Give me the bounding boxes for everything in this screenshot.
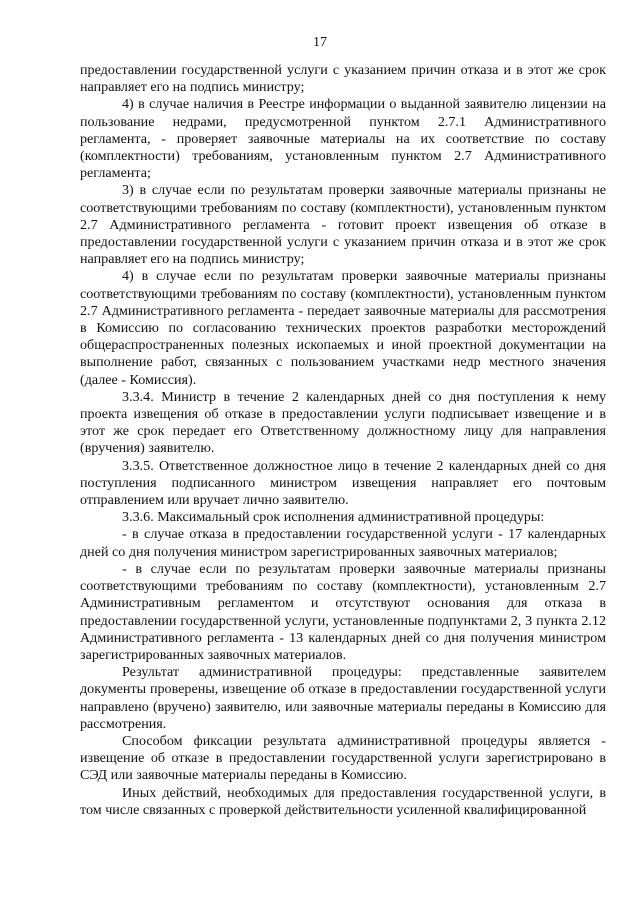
paragraph-result-fixation: Способом фиксации результата административной процедуры является - извещение об отказе в предоставлении государственной услуги зарегистрировано в СЭД или заявочные материалы переданы в Комиссию. [80, 732, 606, 784]
paragraph-3-3-4: 3.3.4. Министр в течение 2 календарных дней со дня поступления к нему проекта извещения об отказе в предоставлении услуги подписывает извещение и в этот же срок передает его Ответственному должностному лицу для направления (вручения) заявителю. [80, 388, 606, 457]
paragraph-procedure-result: Результат административной процедуры: представленные заявителем документы проверены, извещение об отказе в предоставлении государственной услуги направлено (вручено) заявителю, или заявочные материалы переданы в Комиссию для рассмотрения. [80, 664, 606, 732]
paragraph-item-3-refusal-draft: 3) в случае если по результатам проверки заявочные материалы признаны не соответствующими требованиям по составу (комплектности), установленным пунктом 2.7 Административного регламента - готовит проект извещения об отказе в предоставлении государственной услуги с указанием причин отказа и в этот же срок направляет его на подпись министру; [80, 182, 606, 268]
paragraph-other-actions: Иных действий, необходимых для предоставления государственной услуги, в том числе связанных с проверкой действительности усиленной квалифицированной [80, 784, 606, 818]
paragraph-3-3-5: 3.3.5. Ответственное должностное лицо в течение 2 календарных дней со дня поступления подписанного министром извещения направляет его почтовым отправлением или вручает лично заявителю. [80, 457, 606, 509]
list-item-refusal-term: - в случае отказа в предоставлении государственной услуги - 17 календарных дней со дня получения министром зарегистрированных заявочных материалов; [80, 526, 606, 560]
page-number: 17 [313, 35, 327, 50]
paragraph-3-3-6: 3.3.6. Максимальный срок исполнения административной процедуры: [122, 509, 545, 526]
document-body [80, 62, 606, 819]
paragraph-item-4-reestr: 4) в случае наличия в Реестре информации о выданной заявителю лицензии на пользование недрами, предусмотренной пунктом 2.7.1 Административного регламента, - проверяет заявочные материалы на их соответствие по составу (комплектности) требованиям, установленным пунктом 2.7 Административного регламента; [80, 96, 606, 182]
paragraph-continuation: предоставлении государственной услуги с указанием причин отказа и в этот же срок направляет его на подпись министру; [80, 62, 606, 96]
list-item-approval-term: - в случае если по результатам проверки заявочные материалы признаны соответствующими требованиям по составу (комплектности), установленным 2.7 Административным регламентом и отсутствуют основания для отказа в предоставлении государственной услуги, установленные подпунктами 2, 3 пункта 2.12 Административного регламента - 13 календарных дней со дня получения министром зарегистрированных заявочных материалов. [80, 560, 606, 663]
paragraph-item-4-commission: 4) в случае если по результатам проверки заявочные материалы признаны соответствующими требованиям по составу (комплектности), установленным пунктом 2.7 Административного регламента - передает заявочные материалы для рассмотрения в Комиссию по согласованию технических проектов разработки месторождений общераспространенных полезных ископаемых и иной проектной документации на выполнение работ, связанных с пользованием участками недр местного значения (далее - Комиссия). [80, 268, 606, 388]
